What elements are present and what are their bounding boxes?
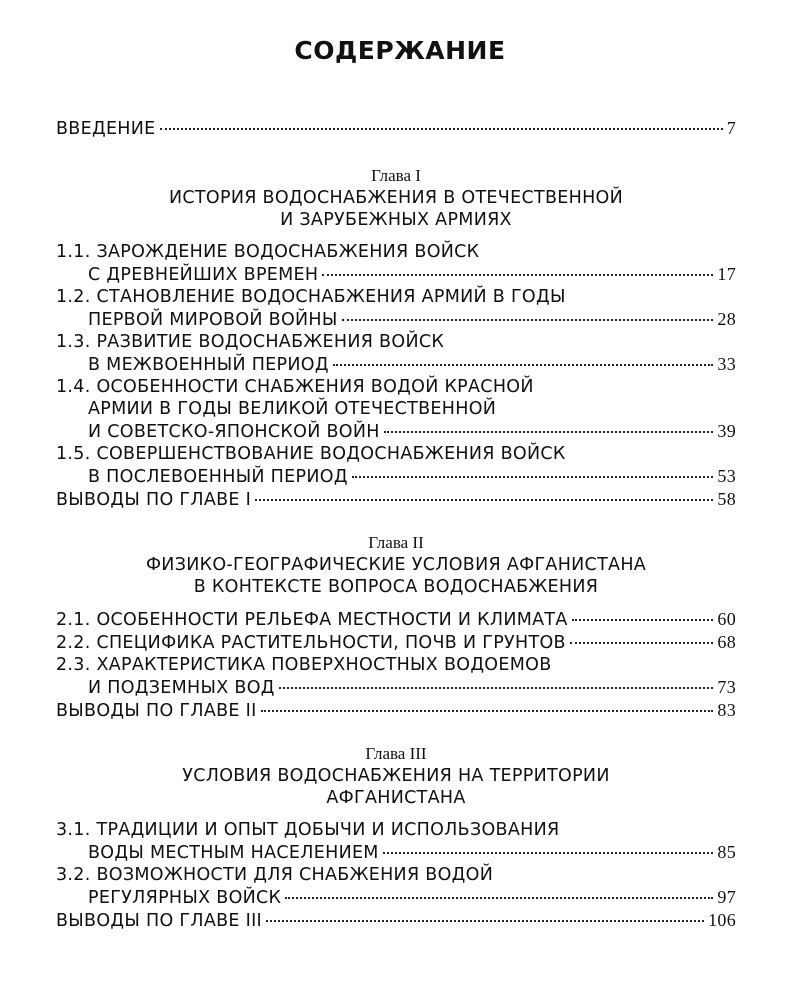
- spacer: [56, 231, 736, 241]
- toc-page-number: 33: [717, 354, 736, 374]
- toc-entry-text: 1.4. ОСОБЕННОСТИ СНАБЖЕНИЯ ВОДОЙ КРАСНОЙ: [56, 377, 534, 397]
- toc-entry[interactable]: [56, 631, 736, 653]
- toc-intro-entry[interactable]: [56, 117, 736, 139]
- toc-entry-text: ВВЕДЕНИЕ: [56, 119, 156, 139]
- chapter-title-line: ФИЗИКО-ГЕОГРАФИЧЕСКИЕ УСЛОВИЯ АФГАНИСТАНА: [145, 555, 647, 575]
- toc-entry-line: [56, 841, 736, 863]
- chapter-block: [56, 532, 736, 743]
- dot-leader: [352, 476, 714, 478]
- toc-page-number: 28: [717, 309, 736, 329]
- toc-entry-line: [56, 465, 736, 487]
- toc-summary-entry[interactable]: [56, 909, 736, 931]
- toc-entry[interactable]: [56, 654, 736, 698]
- spacer: [56, 721, 736, 743]
- toc-entry-text: ВЫВОДЫ ПО ГЛАВЕ III: [56, 911, 263, 931]
- toc-entry-text: В ПОСЛЕВОЕННЫЙ ПЕРИОД: [88, 467, 348, 487]
- chapter-title-line: И ЗАРУБЕЖНЫХ АРМИЯХ: [280, 210, 512, 230]
- toc-entry-line: [56, 331, 736, 353]
- toc-entry-text: РЕГУЛЯРНЫХ ВОЙСК: [88, 888, 282, 908]
- toc-entry-text: 1.3. РАЗВИТИЕ ВОДОСНАБЖЕНИЯ ВОЙСК: [56, 332, 445, 352]
- toc-entry-text: 1.1. ЗАРОЖДЕНИЕ ВОДОСНАБЖЕНИЯ ВОЙСК: [56, 242, 480, 262]
- dot-leader: [342, 319, 714, 321]
- toc-entry-text: ВЫВОДЫ ПО ГЛАВЕ I: [56, 490, 252, 510]
- spacer: [56, 598, 736, 608]
- toc-entry-line: [56, 286, 736, 308]
- toc-entry[interactable]: [56, 443, 736, 487]
- toc-entry-text: 2.2. СПЕЦИФИКА РАСТИТЕЛЬНОСТИ, ПОЧВ И ГРУНТОВ: [56, 633, 566, 653]
- toc-page-number: 68: [717, 632, 736, 652]
- dot-leader: [384, 431, 714, 433]
- dot-leader: [333, 364, 714, 366]
- toc-entry-text: 1.2. СТАНОВЛЕНИЕ ВОДОСНАБЖЕНИЯ АРМИЙ В ГОДЫ: [56, 287, 566, 307]
- toc-entry-line: [56, 263, 736, 285]
- toc-summary-entry[interactable]: [56, 488, 736, 510]
- toc-entry[interactable]: [56, 286, 736, 330]
- toc-page-number: 97: [717, 887, 736, 907]
- spacer: [56, 809, 736, 819]
- toc-entry[interactable]: [56, 819, 736, 863]
- dot-leader: [160, 128, 723, 130]
- table-of-contents: [56, 117, 736, 931]
- dot-leader: [383, 852, 714, 854]
- chapter-label: Глава III: [365, 744, 427, 763]
- toc-entry-line: [56, 353, 736, 375]
- toc-entry-text: ВОДЫ МЕСТНЫМ НАСЕЛЕНИЕМ: [88, 843, 379, 863]
- toc-entry[interactable]: [56, 608, 736, 630]
- toc-entry-text: В МЕЖВОЕННЫЙ ПЕРИОД: [88, 355, 329, 375]
- toc-page-number: 7: [726, 118, 736, 138]
- toc-entry-text: АРМИИ В ГОДЫ ВЕЛИКОЙ ОТЕЧЕСТВЕННОЙ: [88, 399, 497, 419]
- toc-entry-line: [56, 443, 736, 465]
- dot-leader: [261, 710, 714, 712]
- toc-page-number: 83: [717, 700, 736, 720]
- toc-entry[interactable]: [56, 864, 736, 908]
- toc-entry-line: [56, 886, 736, 908]
- toc-entry-line: [56, 241, 736, 263]
- toc-entry[interactable]: [56, 376, 736, 442]
- toc-entry-line: [56, 420, 736, 442]
- chapter-title-line: В КОНТЕКСТЕ ВОПРОСА ВОДОСНАБЖЕНИЯ: [193, 577, 599, 597]
- toc-page-number: 17: [717, 264, 736, 284]
- chapters-list: [56, 165, 736, 931]
- toc-entry-line: [56, 631, 736, 653]
- toc-entry-text: И СОВЕТСКО-ЯПОНСКОЙ ВОЙН: [88, 422, 380, 442]
- dot-leader: [266, 920, 704, 922]
- toc-entry-text: 2.1. ОСОБЕННОСТИ РЕЛЬЕФА МЕСТНОСТИ И КЛИМАТА: [56, 610, 568, 630]
- toc-entry-text: И ПОДЗЕМНЫХ ВОД: [88, 678, 275, 698]
- toc-entry-text: ВЫВОДЫ ПО ГЛАВЕ II: [56, 701, 257, 721]
- toc-entry[interactable]: [56, 331, 736, 375]
- toc-entry-line: [56, 398, 736, 420]
- dot-leader: [285, 897, 713, 899]
- toc-page-number: 106: [708, 910, 736, 930]
- toc-entry-text: 1.5. СОВЕРШЕНСТВОВАНИЕ ВОДОСНАБЖЕНИЯ ВОЙСК: [56, 444, 566, 464]
- toc-entry-text: 3.1. ТРАДИЦИИ И ОПЫТ ДОБЫЧИ И ИСПОЛЬЗОВАНИЯ: [56, 820, 560, 840]
- chapter-title-line: АФГАНИСТАНА: [326, 788, 466, 808]
- dot-leader: [322, 274, 713, 276]
- toc-summary-entry[interactable]: [56, 699, 736, 721]
- toc-entry-line: [56, 376, 736, 398]
- toc-page-number: 53: [717, 466, 736, 486]
- toc-entry-text: 3.2. ВОЗМОЖНОСТИ ДЛЯ СНАБЖЕНИЯ ВОДОЙ: [56, 865, 494, 885]
- toc-page-number: 39: [717, 421, 736, 441]
- chapter-title-line: УСЛОВИЯ ВОДОСНАБЖЕНИЯ НА ТЕРРИТОРИИ: [182, 766, 610, 786]
- toc-entry[interactable]: [56, 241, 736, 285]
- toc-entry-line: [56, 676, 736, 698]
- toc-entry-line: [56, 608, 736, 630]
- toc-page-number: 60: [717, 609, 736, 629]
- toc-entry-line: [56, 819, 736, 841]
- toc-entry-text: ПЕРВОЙ МИРОВОЙ ВОЙНЫ: [88, 310, 338, 330]
- chapter-label: Глава I: [371, 166, 421, 185]
- chapter-label: Глава II: [368, 533, 424, 552]
- dot-leader: [255, 499, 713, 501]
- toc-entry-line: [56, 864, 736, 886]
- toc-entry-line: [56, 654, 736, 676]
- toc-page-number: 85: [717, 842, 736, 862]
- page-title: СОДЕРЖАНИЕ: [294, 36, 506, 65]
- toc-entry-line: [56, 308, 736, 330]
- spacer: [56, 510, 736, 532]
- toc-page-number: 73: [717, 677, 736, 697]
- toc-page-number: 58: [717, 489, 736, 509]
- dot-leader: [572, 619, 714, 621]
- chapter-block: [56, 165, 736, 532]
- dot-leader: [570, 642, 714, 644]
- chapter-title-line: ИСТОРИЯ ВОДОСНАБЖЕНИЯ В ОТЕЧЕСТВЕННОЙ: [169, 188, 623, 208]
- toc-entry-text: 2.3. ХАРАКТЕРИСТИКА ПОВЕРХНОСТНЫХ ВОДОЕМОВ: [56, 655, 552, 675]
- dot-leader: [279, 687, 714, 689]
- chapter-block: [56, 743, 736, 931]
- toc-entry-text: С ДРЕВНЕЙШИХ ВРЕМЕН: [88, 265, 319, 285]
